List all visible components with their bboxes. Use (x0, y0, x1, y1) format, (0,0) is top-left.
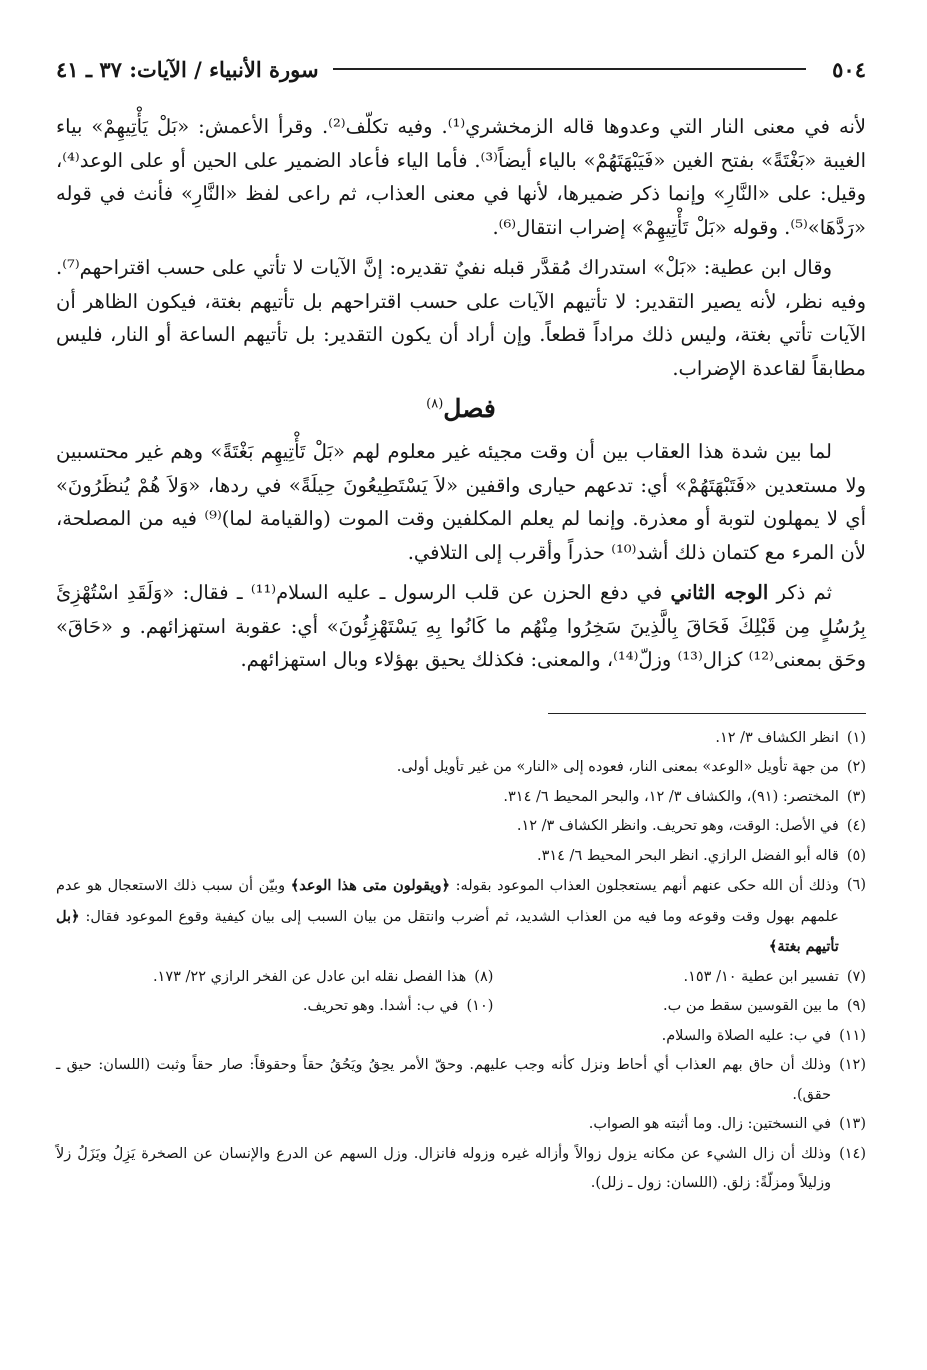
footnote-number: (٣) (846, 788, 866, 805)
footnote-number: (١) (846, 729, 866, 746)
footnote (56, 724, 866, 754)
surah-title: سورة الأنبياء / الآيات: ٣٧ ـ ٤١ (56, 56, 319, 82)
page-header (56, 52, 866, 86)
footnote-text: تفسير ابن عطية ١٠/ ١٥٣. (683, 968, 839, 985)
footnote (493, 963, 866, 993)
footnote-text (56, 871, 839, 963)
footnote-text: من جهة تأويل «الوعد» بمعنى النار، فعوده إلى «النار» من غير تأويل أولى. (396, 759, 839, 775)
footnote-number: (٤) (846, 818, 866, 834)
footnote (56, 1140, 866, 1199)
footnote-6-quote-2: ﴿بل تأتيهم بغتة﴾ (56, 907, 839, 955)
footnote-text: ما بين القوسين سقط من ب. (663, 998, 839, 1014)
footnote-6-part-c: وبيّن أن سبب ذلك الاستعجال هو عدم علمهم بهول وقت وقوعه وما فيه من العذاب الشديد، ثم أضرب وانتقل من بيان السبب إلى بيان كيفية وقوع الموعود فقال: (56, 878, 839, 925)
footnote-text: وذلك أن حاق بهم العذاب أي أحاط ونزل كأنه وجب عليهم. وحقّ الأمر يحِقُ ويَحُقُ حقاً وحقوقاً: صار حقاً وثبت (اللسان: حيق ـ حقق). (56, 1057, 832, 1103)
footnote-number: (٦) (846, 877, 866, 893)
paragraph-3: لما بين شدة هذا العقاب بين أن وقت مجيئه غير معلوم لهم «بَلْ تَأْتِيهِم بَغْتَةً» وهم غير محتسبين ولا مستعدين «فَتَبْهَتَهُمْ» أي: تدعهم حيارى واقفين «لاَ يَسْتَطِيعُونَ حِيلَةً» في ردها، «وَلاَ هُمْ يُنظَرُونَ» أي لا يمهلون لتوبة أو معذرة. وإنما لم يعلم المكلفين وقت الموت (والقيامة لما)⁽⁹⁾ فيه من المصلحة، لأن المرء مع كتمان ذلك أشد⁽¹⁰⁾ حذراً وأقرب إلى التلافي. (56, 440, 867, 564)
paragraph-4-lead: ثم ذكر (768, 581, 832, 604)
footnote (56, 1051, 866, 1110)
book-page (56, 52, 866, 1199)
paragraph-4 (56, 576, 866, 677)
footnotes (56, 724, 866, 1199)
footnote (493, 992, 866, 1022)
footnote-text: وذلك أن زال الشيء عن مكانه يزول زوالاً وأزاله غيره وزوله فانزال. وزل السهم عن الدرع والإنسان عن الصخرة يَزِلُ ويَزَلُ زلاً وزليلاً ومزلّةً: زلق. (اللسان: زول ـ زلل). (56, 1145, 832, 1191)
section-heading-text: فصل (443, 394, 496, 423)
footnote-text: هذا الفصل نقله ابن عادل عن الفخر الرازي ٢٢/ ١٧٣. (152, 968, 467, 985)
header-rule (333, 68, 807, 70)
footnote-text: في الأصل: الوقت، وهو تحريف. وانظر الكشاف ٣/ ١٢. (516, 818, 839, 834)
footnote-row (56, 963, 866, 993)
footnote (56, 842, 866, 872)
footnote-text: انظر الكشاف ٣/ ١٢. (715, 729, 839, 746)
footnote-number: (٧) (846, 968, 866, 985)
footnote-number: (٩) (846, 998, 866, 1014)
footnote (56, 753, 866, 783)
footnote-number: (٢) (846, 759, 866, 775)
footnote-text: قاله أبو الفضل الرازي. انظر البحر المحيط ٦/ ٣١٤. (536, 847, 839, 864)
footnote (121, 963, 494, 993)
footnote-6-part-a: وذلك أن الله حكى عنهم أنهم يستعجلون العذاب الموعود بقوله: (449, 878, 839, 894)
footnote-6-quote-1: ﴿ويقولون متى هذا الوعد﴾ (290, 877, 450, 894)
footnote (56, 783, 866, 813)
paragraph-2: وقال ابن عطية: «بَلْ» استدراك مُقدَّر قبله نفيٌ تقديره: إنَّ الآيات لا تأتي على حسب اقتراحهم⁽⁷⁾. وفيه نظر، لأنه يصير التقدير: لا تأتيهم الآيات على حسب اقتراحهم بل تأتيهم بغتة، فيكون الظاهر أن الآيات تأتي بغتة، وليس ذلك مراداً قطعاً. وإن أراد أن يكون التقدير: بل تأتيهم الساعة أو النار، فليس مطابقاً لقاعدة الإضراب. (56, 256, 866, 380)
footnote-separator (548, 713, 866, 714)
footnote-text: في النسختين: زال. وما أثبته هو الصواب. (588, 1116, 832, 1132)
footnote (56, 812, 866, 842)
footnote (56, 1110, 866, 1140)
footnote-number: (١٠) (466, 998, 494, 1014)
footnote-number: (٨) (474, 968, 494, 985)
footnote (56, 1022, 866, 1052)
footnote-number: (١٢) (839, 1057, 866, 1073)
paragraph-4-rest: في دفع الحزن عن قلب الرسول ـ عليه السلام⁽¹¹⁾ ـ فقال: «وَلَقَدِ اسْتُهْزِئَ بِرُسُلٍ مِن قَبْلِكَ فَحَاقَ بِالَّذِينَ سَخِرُوا مِنْهُم ما كَانُوا بِهِ يَسْتَهْزِئُونَ» أي: عقوبة استهزائهم. و «حَاقَ» وحَق بمعنى⁽¹²⁾ كزال⁽¹³⁾ وزلّ⁽¹⁴⁾، والمعنى: فكذلك يحيق بهؤلاء وبال استهزائهم. (56, 581, 866, 671)
paragraph-4-bold: الوجه الثاني (670, 581, 769, 604)
footnote-text: في ب: أشدا. وهو تحريف. (302, 998, 459, 1014)
footnote-row (56, 992, 866, 1022)
footnote-number: (١٣) (839, 1116, 866, 1132)
footnote (121, 992, 494, 1022)
section-heading-note: (٨) (426, 396, 444, 412)
footnote-number: (١١) (839, 1027, 866, 1044)
section-heading (56, 389, 866, 429)
footnote-number: (٥) (846, 847, 866, 864)
paragraph-1: لأنه في معنى النار التي وعدوها قاله الزمخشري⁽¹⁾. وفيه تكلّف⁽²⁾. وقرأ الأعمش: «بَلْ يَأْتِيهِمْ» بياء الغيبة «بَغْتَةً» بفتح الغين «فَيَبْهَتَهُمْ» بالياء أيضاً⁽³⁾. فأما الياء فأعاد الضمير على الحين أو على الوعد⁽⁴⁾، وقيل: على «النَّارِ» وإنما ذكر ضميرها، لأنها في معنى العذاب، ثم راعى لفظ «النَّارِ» فأنث في قوله «رَدَّهَا»⁽⁵⁾. وقوله «بَلْ تَأْتِيهِمْ» إضراب انتقال⁽⁶⁾. (56, 115, 866, 239)
footnote (56, 871, 866, 963)
footnote-text: في ب: عليه الصلاة والسلام. (661, 1027, 832, 1044)
footnote-number: (١٤) (839, 1145, 866, 1162)
page-number: ٥٠٤ (832, 56, 866, 82)
main-text (56, 110, 866, 677)
footnote-text: المختصر: (٩١)، والكشاف ٣/ ١٢، والبحر المحيط ٦/ ٣١٤. (503, 788, 839, 805)
